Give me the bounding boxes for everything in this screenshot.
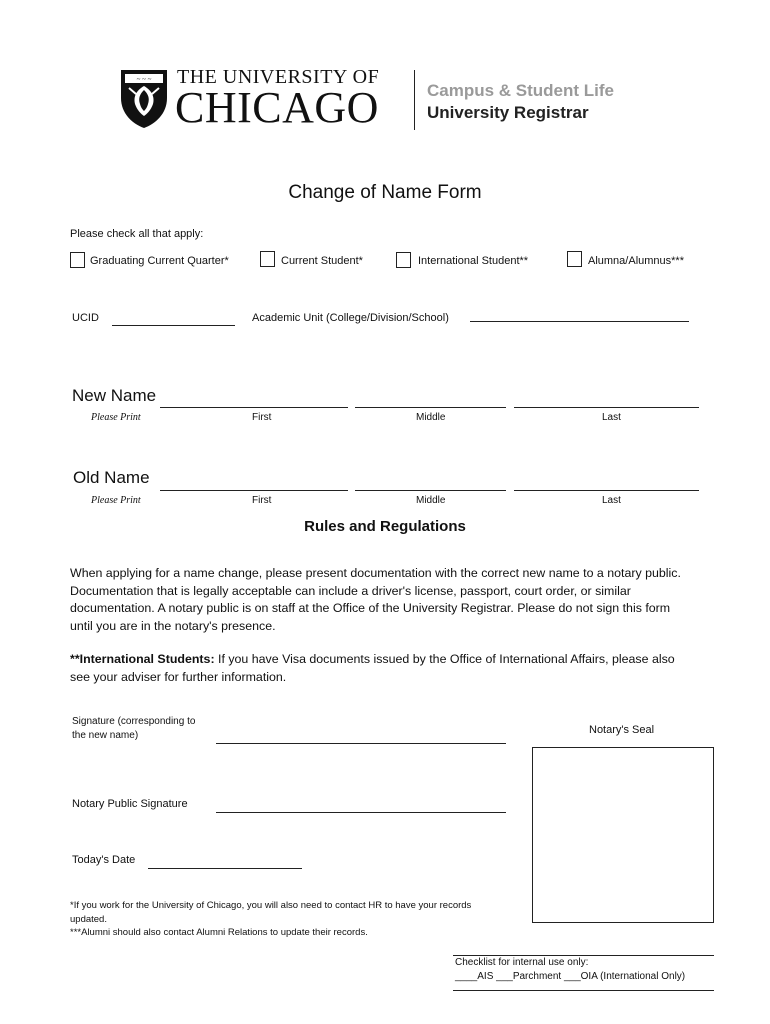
ucid-label: UCID (72, 312, 99, 324)
old-name-hint: Please Print (91, 495, 141, 506)
notary-seal-label: Notary's Seal (589, 724, 655, 736)
rules-paragraph-1: When applying for a name change, please present documentation with the correct new name to a notary public. Documentation that is legally acceptable can include a driver's license, passport, court order, or similar documentation. A notary public is on staff at the Office of the University Registrar. Please do not sign this form until you are in the notary's presence. (70, 566, 681, 633)
old-name-first-caption: First (252, 495, 272, 506)
old-name-first-field[interactable] (160, 490, 348, 491)
old-name-middle-field[interactable] (355, 490, 506, 491)
old-name-last-caption: Last (602, 495, 621, 506)
check-prompt: Please check all that apply: (70, 228, 204, 240)
checkbox-current-student-label: Current Student* (281, 255, 363, 267)
header-divider (414, 70, 415, 130)
notary-signature-label: Notary Public Signature (72, 798, 188, 810)
department-line1: Campus & Student Life (427, 81, 615, 100)
notary-signature-field[interactable] (216, 812, 506, 813)
new-name-label: New Name (72, 386, 157, 405)
todays-date-field[interactable] (148, 868, 302, 869)
form-title: Change of Name Form (288, 182, 482, 203)
svg-text:~ ~ ~: ~ ~ ~ (136, 75, 152, 84)
old-name-last-field[interactable] (514, 490, 699, 491)
old-name-middle-caption: Middle (416, 495, 446, 506)
international-students-lead: **International Students: (70, 652, 215, 666)
checklist-title: Checklist for internal use only: (455, 957, 589, 968)
university-name-line2: CHICAGO (175, 83, 379, 132)
academic-unit-field[interactable] (470, 321, 689, 322)
checklist-bottom-rule (453, 990, 714, 991)
new-name-last-field[interactable] (514, 407, 699, 408)
checkbox-international-student-label: International Student** (418, 255, 529, 267)
new-name-first-field[interactable] (160, 407, 348, 408)
checklist-items: ____AIS ___Parchment ___OIA (International Only) (455, 971, 686, 982)
new-name-first-caption: First (252, 412, 272, 423)
checkbox-alumni-label: Alumna/Alumnus*** (588, 255, 684, 267)
new-name-last-caption: Last (602, 412, 621, 423)
university-shield-icon (119, 68, 169, 130)
checkbox-alumni[interactable] (567, 251, 582, 267)
rules-title: Rules and Regulations (304, 518, 466, 535)
checkbox-graduating[interactable] (70, 252, 85, 268)
new-name-middle-field[interactable] (355, 407, 506, 408)
international-students-text: If you have Visa documents issued by the Office of International Affairs, please also see your adviser for further information. (70, 652, 675, 684)
new-name-middle-caption: Middle (416, 412, 446, 423)
checkbox-graduating-label: Graduating Current Quarter* (90, 255, 229, 267)
university-name-line1: THE UNIVERSITY OF (177, 66, 380, 88)
todays-date-label: Today's Date (72, 854, 136, 866)
footnote-hr: *If you work for the University of Chicago, you will also need to contact HR to have your records updated. (70, 900, 472, 925)
footnote-alumni: ***Alumni should also contact Alumni Relations to update their records. (70, 927, 368, 938)
signature-field[interactable] (216, 743, 506, 744)
ucid-field[interactable] (112, 325, 235, 326)
checkbox-current-student[interactable] (260, 251, 275, 267)
academic-unit-label: Academic Unit (College/Division/School) (252, 312, 449, 324)
signature-label: Signature (corresponding to the new name) (72, 716, 196, 741)
checkbox-international-student[interactable] (396, 252, 411, 268)
notary-seal-box (532, 747, 714, 923)
department-line2: University Registrar (427, 103, 589, 122)
checklist-top-rule (453, 955, 714, 956)
new-name-hint: Please Print (91, 412, 141, 423)
rules-paragraph-2 (70, 651, 695, 686)
old-name-label: Old Name (73, 468, 150, 487)
